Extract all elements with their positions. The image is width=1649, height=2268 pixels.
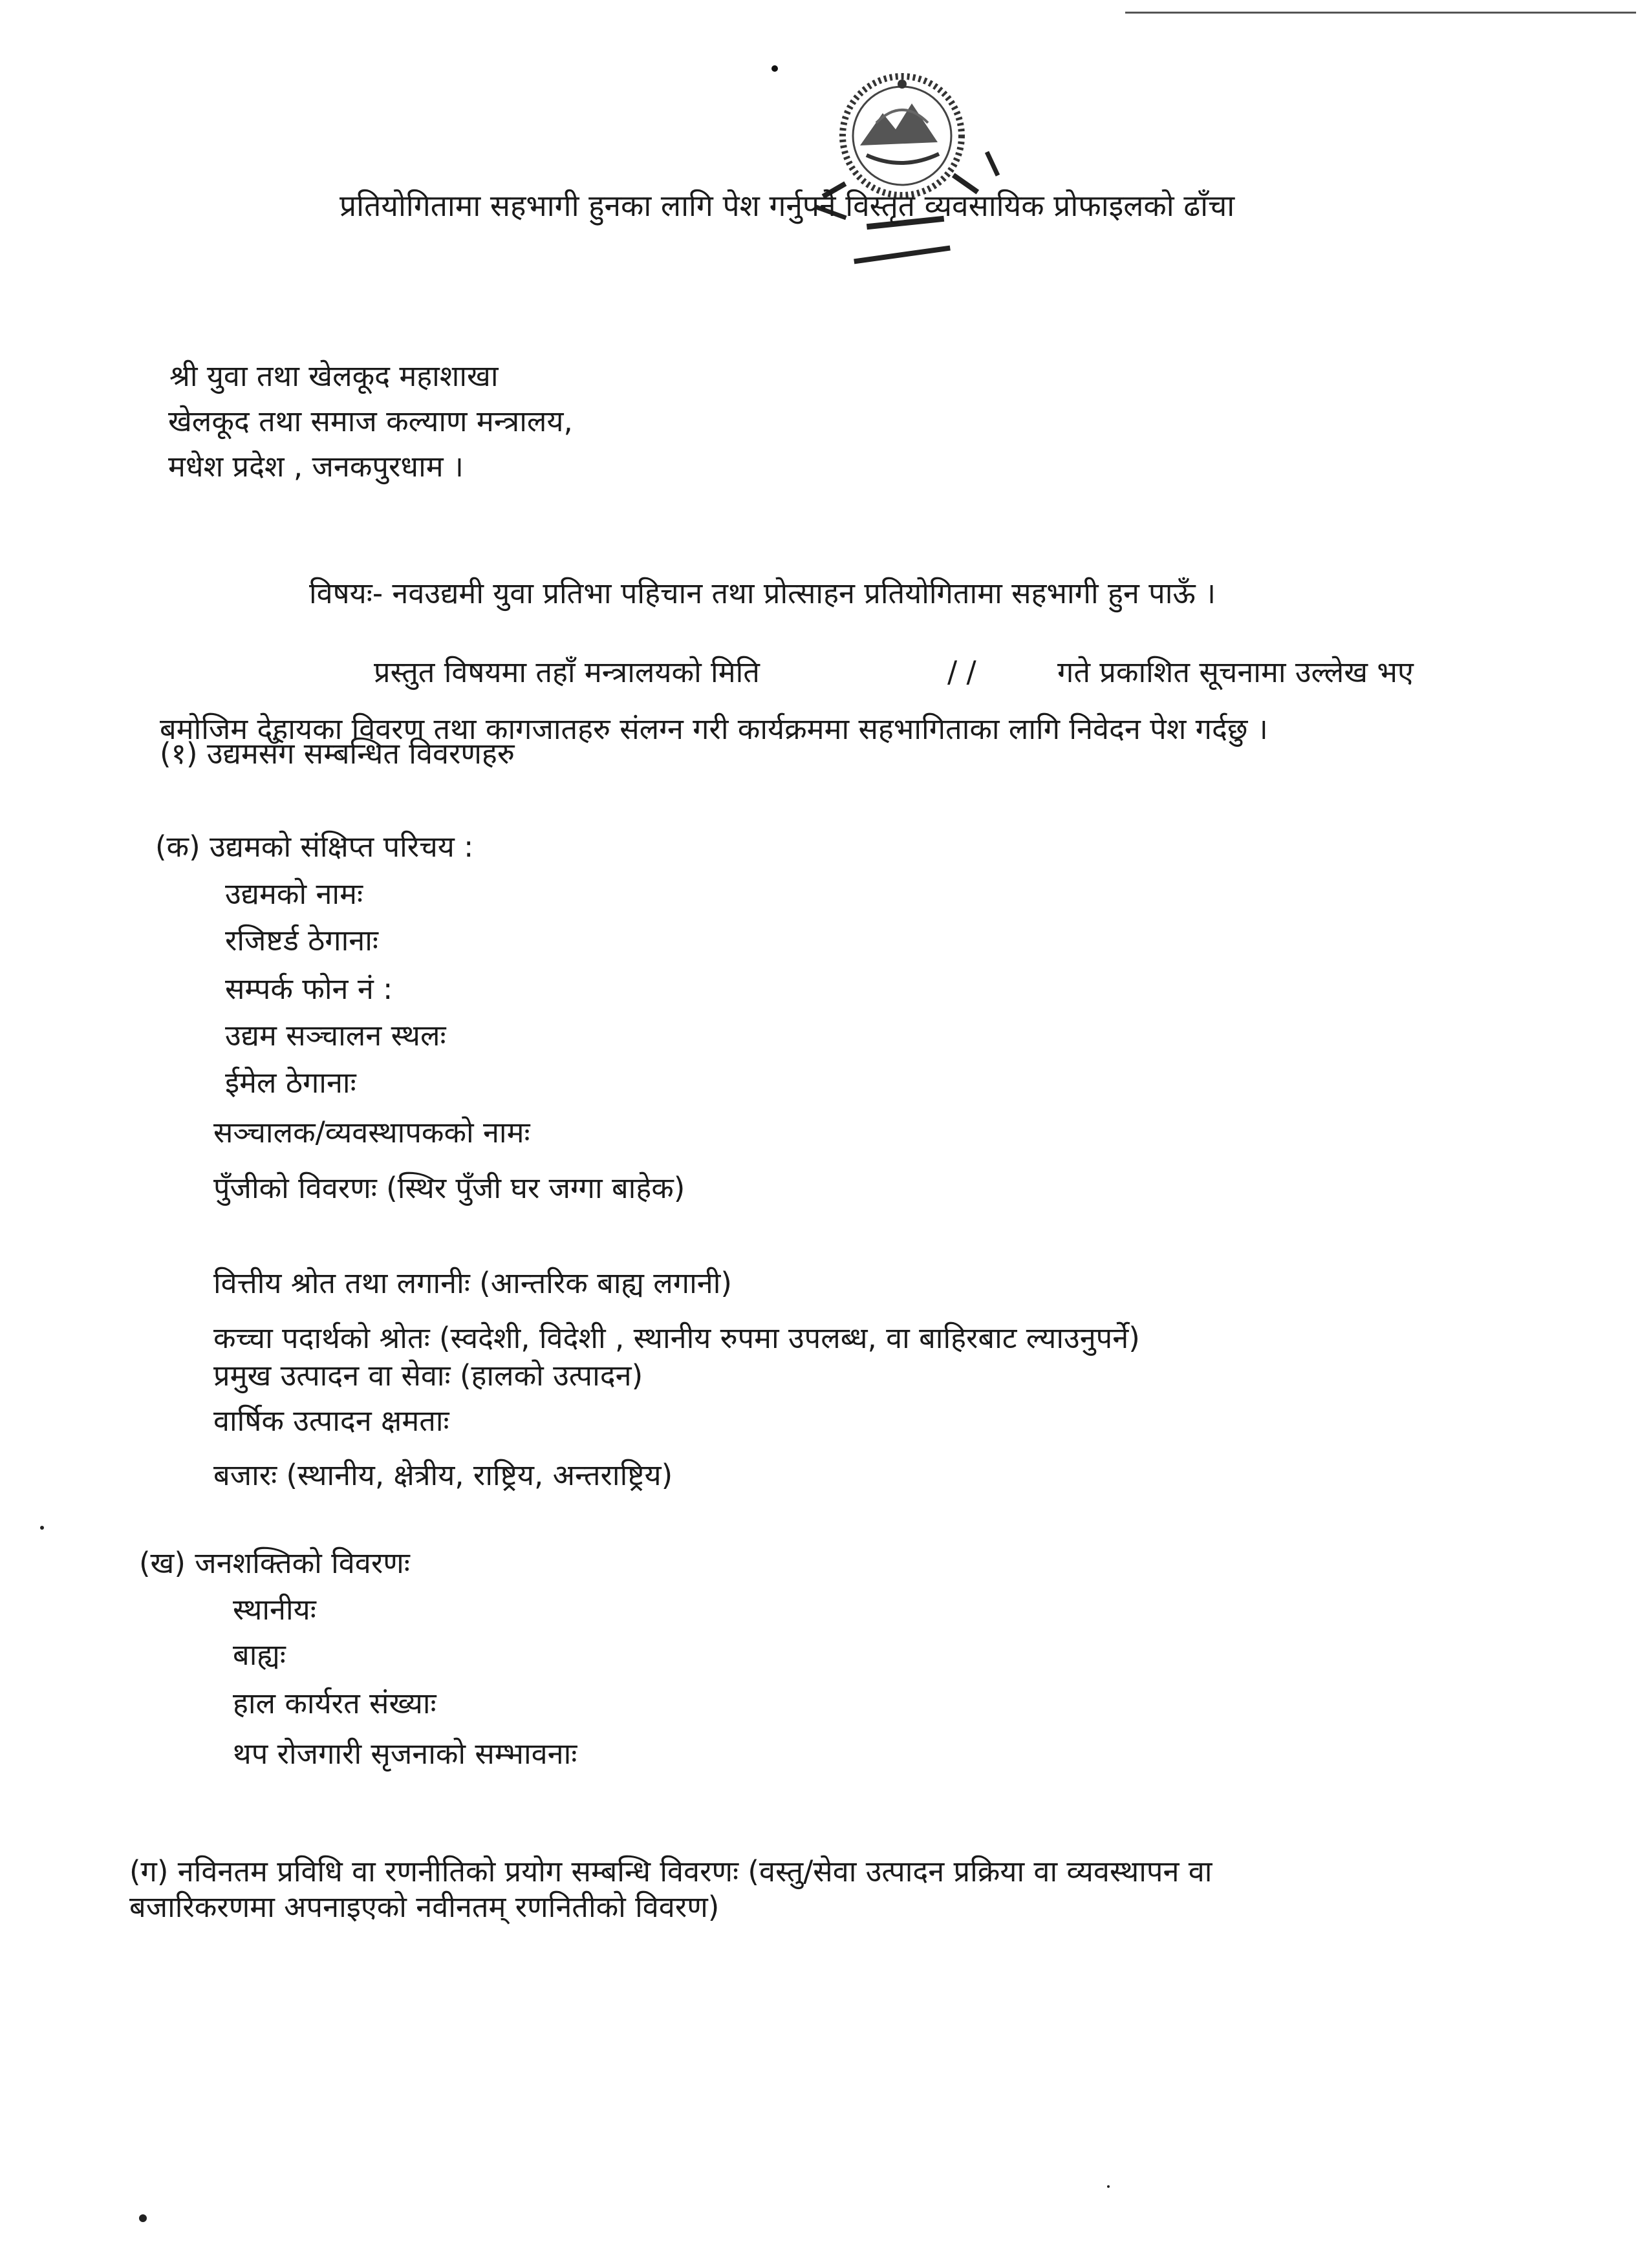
ka-field-registered-address: रजिष्टर्ड ठेगानाः [225,923,378,957]
ka-field-enterprise-name: उद्यमको नामः [225,877,363,911]
kha-field-job-potential: थप रोजगारी सृजनाको सम्भावनाः [233,1737,577,1771]
body-line-1b: गते प्रकाशित सूचनामा उल्लेख भए [1057,655,1414,689]
body-date-blank: / / [947,655,976,689]
seal-speck [771,65,778,72]
scan-edge-line [1125,12,1636,14]
ka-field-contact-phone: सम्पर्क फोन नं : [225,972,393,1006]
section-ga-line-2: बजारिकरणमा अपनाइएको नवीनतम् रणनितीको विवरण) [129,1890,720,1924]
body-line-1a: प्रस्तुत विषयमा तहाँ मन्त्रालयको मिति [374,655,760,689]
kha-field-current-staff: हाल कार्यरत संख्याः [233,1686,436,1720]
address-line-1: श्री युवा तथा खेलकूद महाशाखा [169,359,499,393]
section-kha-title: (ख) जनशक्तिको विवरणः [139,1546,410,1580]
section-1-title: (१) उद्यमसँग सम्बन्धित विवरणहरु [160,736,515,771]
section-ga-line-1: (ग) नविनतम प्रविधि वा रणनीतिको प्रयोग सम्बन्धि विवरणः (वस्तु/सेवा उत्पादन प्रक्रिया वा व्यवस्थापन वा [129,1854,1212,1888]
scan-speck [139,2214,147,2222]
ka-field-email: ईमेल ठेगानाः [225,1065,356,1100]
ka-field-manager-name: सञ्चालक/व्यवस्थापकको नामः [213,1115,530,1150]
ka-field-operation-site: उद्यम सञ्चालन स्थलः [225,1018,446,1053]
ka-field-annual-capacity: वार्षिक उत्पादन क्षमताः [213,1404,449,1438]
scan-speck [1107,2185,1110,2188]
address-line-3: मधेश प्रदेश , जनकपुरधाम । [168,449,464,484]
kha-field-external: बाह्यः [233,1638,286,1672]
ka-field-market: बजारः (स्थानीय, क्षेत्रीय, राष्ट्रिय, अन्तराष्ट्रिय) [213,1458,673,1492]
subject-line: विषयः- नवउद्यमी युवा प्रतिभा पहिचान तथा प्रोत्साहन प्रतियोगितामा सहभागी हुन पाऊँ । [309,576,1216,610]
scan-speck [40,1526,44,1530]
body-line-2: बमोजिम देहायका विवरण तथा कागजातहरु संलग्न गरी कार्यक्रममा सहभागिताका लागि निवेदन पेश गर्दछु । [160,712,1268,746]
ka-field-finance-source: वित्तीय श्रोत तथा लगानीः (आन्तरिक बाह्य लगानी) [213,1266,732,1300]
ka-field-main-product: प्रमुख उत्पादन वा सेवाः (हालको उत्पादन) [213,1358,643,1393]
document-heading: प्रतियोगितामा सहभागी हुनका लागि पेश गर्नुपर्ने विस्तृत व्यवसायिक प्रोफाइलको ढाँचा [339,188,1235,223]
ka-field-raw-material: कच्चा पदार्थको श्रोतः (स्वदेशी, विदेशी , स्थानीय रुपमा उपलब्ध, वा बाहिरबाट ल्याउनुपर्ने) [213,1321,1140,1355]
ka-field-capital: पुँजीको विवरणः (स्थिर पुँजी घर जग्गा बाहेक) [213,1171,685,1205]
section-ka-title: (क) उद्यमको संक्षिप्त परिचय : [155,829,474,864]
ministry-seal [763,58,1041,297]
seal-emblem [843,76,962,195]
kha-field-local: स्थानीयः [233,1592,316,1627]
address-line-2: खेलकूद तथा समाज कल्याण मन्त्रालय, [168,404,573,438]
